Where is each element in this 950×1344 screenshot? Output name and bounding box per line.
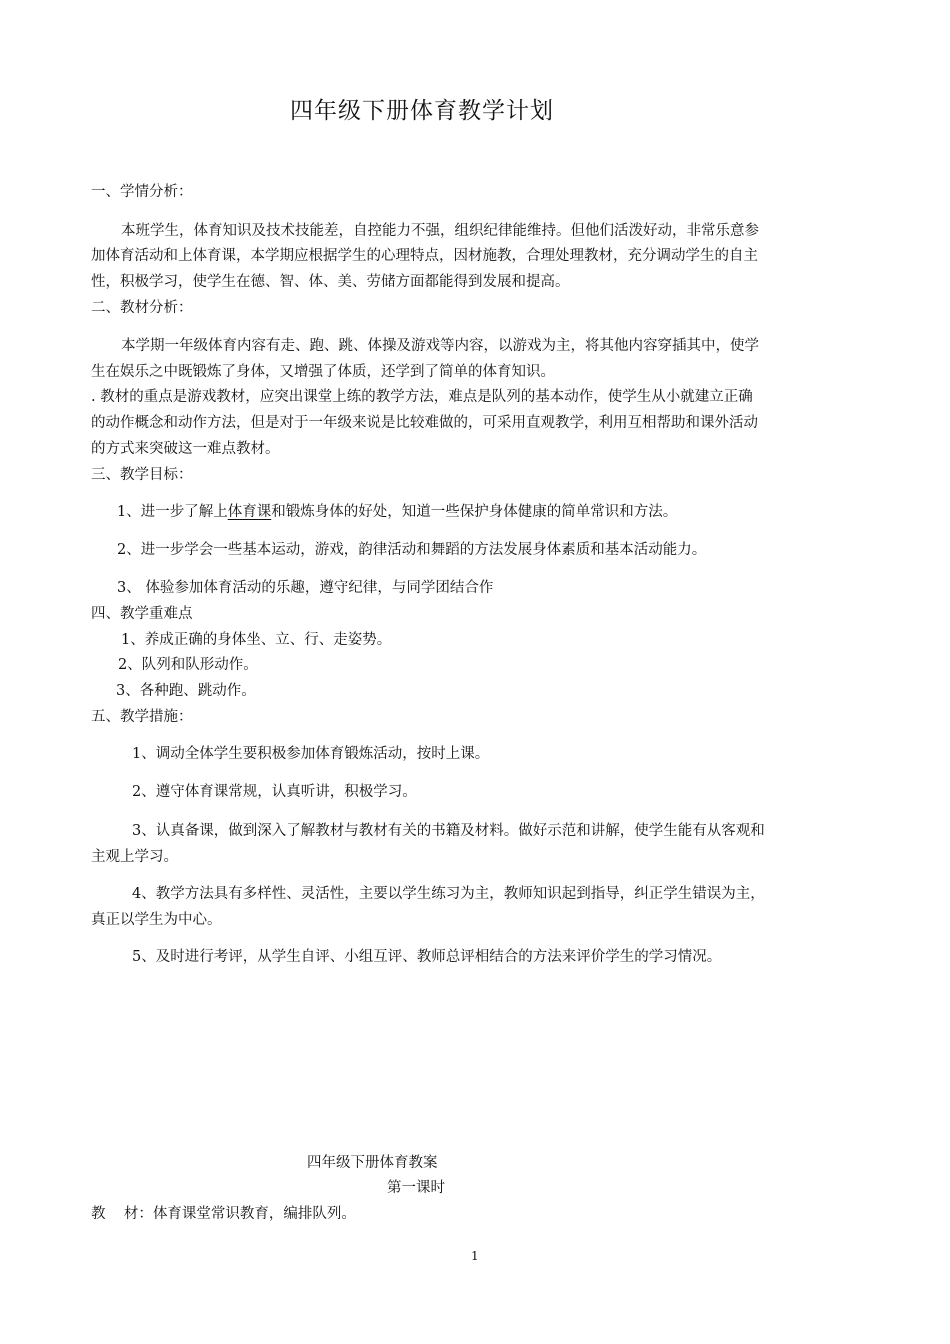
s2-line-3: . 教材的重点是游戏教材，应突出课堂上练的教学方法，难点是队列的基本动作，使学生从小就建立正确 — [91, 389, 753, 405]
material-text: 体育课堂常识教育，编排队列。 — [152, 1206, 356, 1222]
s5-item-5: 5、及时进行考评，从学生自评、小组互评、教师总评相结合的方法来评价学生的学习情况。 — [132, 949, 722, 965]
s3-item-1-post: 和锻炼身体的好处，知道一些保护身体健康的简单常识和方法。 — [271, 504, 678, 520]
s5-item-3b: 主观上学习。 — [91, 849, 178, 865]
section-4-heading: 四、教学重难点 — [91, 606, 193, 622]
section-3-heading: 三、教学目标： — [91, 467, 193, 483]
s5-item-2: 2、遵守体育课常规，认真听讲，积极学习。 — [132, 784, 417, 800]
s4-item-1: 1、养成正确的身体坐、立、行、走姿势。 — [121, 632, 392, 648]
section-5-heading: 五、教学措施： — [91, 709, 193, 725]
s2-line-4: 的动作概念和动作方法，但是对于一年级来说是比较难做的，可采用直观教学，利用互相帮助和课外活动 — [91, 415, 758, 431]
material-label: 教 材： — [91, 1206, 153, 1222]
s4-item-3: 3、各种跑、跳动作。 — [116, 683, 256, 699]
s1-line-3: 性，积极学习，使学生在德、智、体、美、劳储方面都能得到发展和提高。 — [91, 274, 570, 290]
s2-line-5: 的方式来突破这一难点教材。 — [91, 441, 280, 457]
s5-item-3a: 3、认真备课，做到深入了解教材与教材有关的书籍及材料。做好示范和讲解，使学生能有从客观和 — [132, 823, 765, 839]
s3-item-2: 2、进一步学会一些基本运动，游戏，韵律活动和舞蹈的方法发展身体素质和基本活动能力。 — [117, 542, 707, 558]
section-2-heading: 二、教材分析： — [91, 300, 193, 316]
lesson-material — [91, 1204, 356, 1224]
s3-item-1-pre: 1、进一步了解上 — [117, 504, 228, 520]
lesson-title: 四年级下册体育教案 — [307, 1155, 438, 1171]
s2-line-2: 生在娱乐之中既锻炼了身体，又增强了体质，还学到了简单的体育知识。 — [91, 364, 555, 380]
lesson-subtitle: 第一课时 — [387, 1180, 445, 1196]
s5-item-1: 1、调动全体学生要积极参加体育锻炼活动，按时上课。 — [132, 746, 490, 762]
s4-item-2: 2、队列和队形动作。 — [118, 657, 258, 673]
s3-item-3: 3、 体验参加体育活动的乐趣，遵守纪律，与同学团结合作 — [117, 580, 494, 596]
s5-item-4b: 真正以学生为中心。 — [91, 912, 222, 928]
section-1-heading: 一、学情分析： — [91, 184, 193, 200]
page-number: 1 — [471, 1249, 479, 1263]
s5-item-4a: 4、教学方法具有多样性、灵活性，主要以学生练习为主，教师知识起到指导，纠正学生错误为主， — [132, 886, 765, 902]
s2-line-1: 本学期一年级体育内容有走、跑、跳、体操及游戏等内容，以游戏为主，将其他内容穿插其中，使学 — [121, 338, 759, 354]
pe-class-link[interactable]: 体育课 — [227, 504, 272, 520]
page-title: 四年级下册体育教学计划 — [290, 98, 554, 124]
s1-line-2: 加体育活动和上体育课，本学期应根据学生的心理特点，因材施教，合理处理教材，充分调动学生的自主 — [91, 248, 758, 264]
s3-item-1 — [117, 502, 677, 522]
s1-line-1: 本班学生，体育知识及技术技能差，自控能力不强，组织纪律能维持。但他们活泼好动，非常乐意参 — [121, 223, 759, 239]
